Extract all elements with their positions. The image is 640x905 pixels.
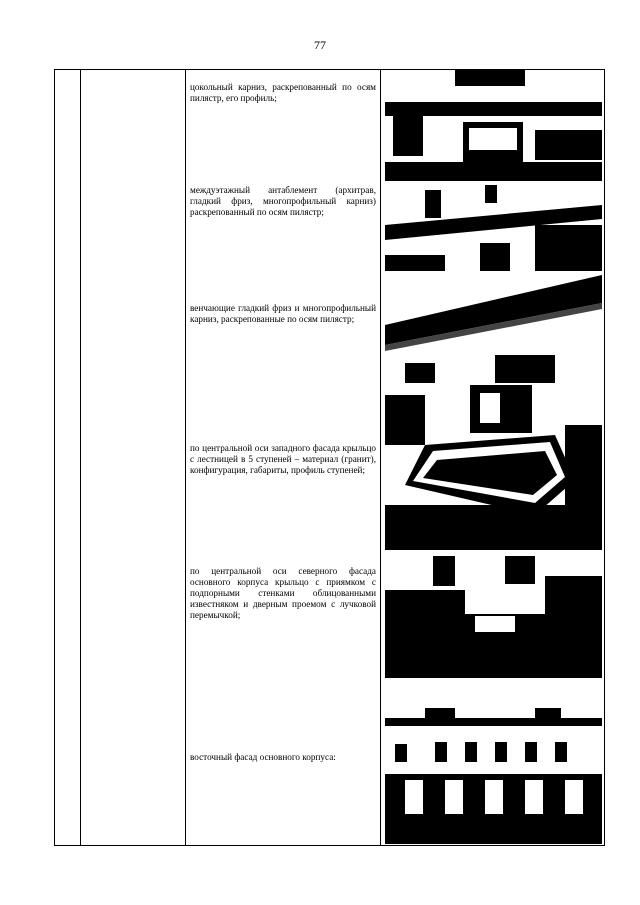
row-description: по центральной оси западного фасада крыльцо с лестницей в 5 ступеней – материал (гранит), конфигурация, габариты, профиль ступеней; — [190, 443, 376, 475]
table-row — [186, 385, 605, 550]
building-photo — [385, 556, 602, 678]
page-number: 77 — [314, 38, 326, 52]
building-photo — [385, 275, 602, 383]
row-description: восточный фасад основного корпуса: — [190, 752, 336, 762]
row-description: венчающие гладкий фриз и многопрофильный карниз, раскрепованные по осям пилястр; — [190, 303, 376, 324]
row-description: по центральной оси северного фасада основного корпуса крыльцо с приямком с подпорными стенками облицованными известняком и дверным проемом с лучковой перемычкой; — [190, 566, 376, 620]
building-photo — [385, 70, 602, 181]
building-photo — [385, 385, 602, 550]
building-photo — [385, 185, 602, 271]
table-row — [186, 70, 605, 185]
table-row — [186, 550, 605, 680]
table-row — [186, 680, 605, 847]
document-table — [54, 69, 605, 846]
row-description: цокольный карниз, раскрепованный по осям пилястр, его профиль; — [190, 82, 376, 103]
table-row — [186, 275, 605, 385]
column-divider — [80, 70, 81, 845]
row-description: междуэтажный антаблемент (архитрав, гладкий фриз, многопрофильный карниз) раскрепованный по осям пилястр; — [190, 185, 376, 217]
table-row — [186, 185, 605, 275]
building-photo — [385, 708, 602, 844]
